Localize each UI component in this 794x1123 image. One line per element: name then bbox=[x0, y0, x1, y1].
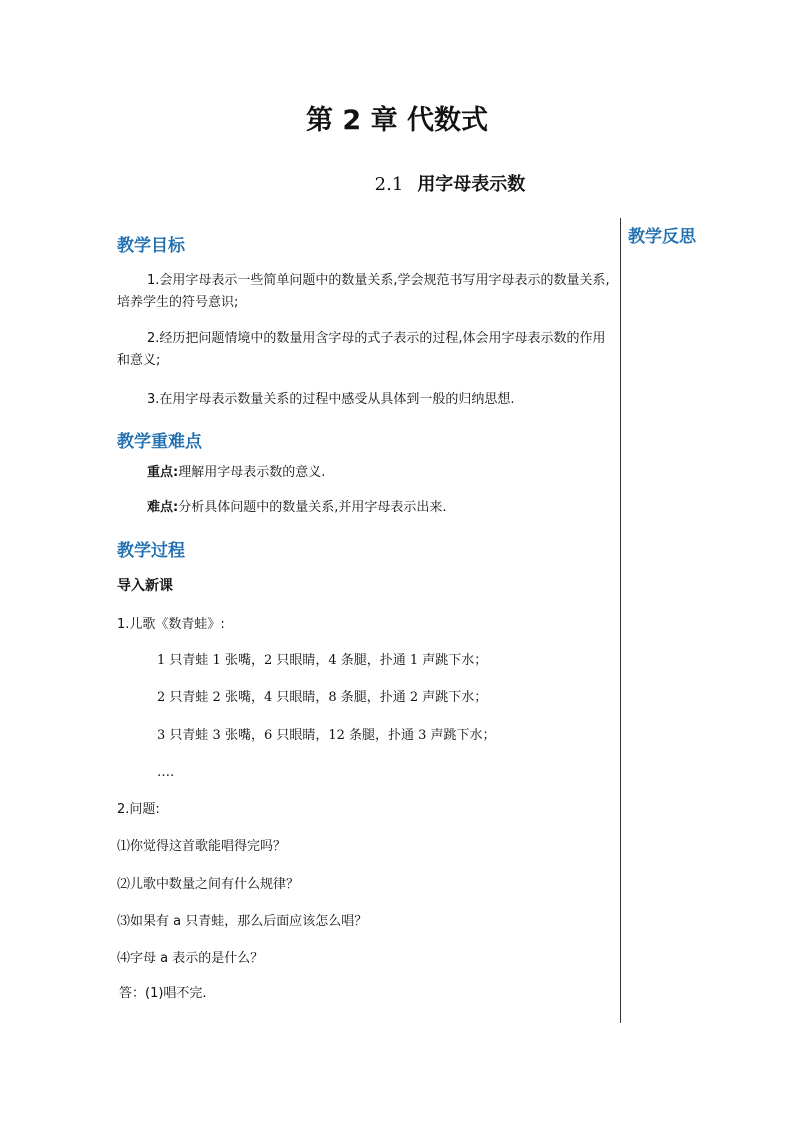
answer-text: 答：(1)唱不完. bbox=[119, 986, 207, 1001]
section-title bbox=[300, 170, 600, 196]
questions-intro: 2.问题: bbox=[117, 802, 160, 817]
column-divider bbox=[620, 218, 621, 1023]
intro-subheading: 导入新课 bbox=[117, 578, 173, 594]
key-point-label: 重点: bbox=[147, 465, 179, 480]
hard-point-label: 难点: bbox=[147, 500, 179, 515]
objective-item: 3.在用字母表示数量关系的过程中感受从具体到一般的归纳思想. bbox=[147, 392, 515, 407]
song-line: …. bbox=[157, 765, 175, 780]
chapter-title: 第 2 章 代数式 bbox=[306, 105, 488, 136]
question-item: ⑵儿歌中数量之间有什么规律？ bbox=[117, 877, 300, 892]
question-item: ⑶如果有 a 只青蛙，那么后面应该怎么唱？ bbox=[117, 914, 368, 929]
hard-point-text: 分析具体问题中的数量关系,并用字母表示出来. bbox=[178, 500, 447, 515]
objective-item: 1.会用字母表示一些简单问题中的数量关系,学会规范书写用字母表示的数量关系,培养学生的符号意识; bbox=[117, 273, 610, 310]
section-name: 用字母表示数 bbox=[417, 174, 526, 195]
song-line: 2 只青蛙 2 张嘴，4 只眼睛，8 条腿，扑通 2 声跳下水； bbox=[157, 690, 488, 705]
hard-point bbox=[147, 498, 446, 518]
question-item: ⑷字母 a 表示的是什么？ bbox=[117, 951, 264, 966]
difficulties-heading: 教学重难点 bbox=[117, 432, 202, 452]
key-point bbox=[147, 463, 325, 483]
process-heading: 教学过程 bbox=[117, 541, 185, 561]
key-point-text: 理解用字母表示数的意义. bbox=[178, 465, 326, 480]
question-item: ⑴你觉得这首歌能唱得完吗？ bbox=[117, 839, 287, 854]
song-intro: 1.儿歌《数青蛙》: bbox=[117, 617, 225, 632]
objectives-heading: 教学目标 bbox=[117, 236, 185, 256]
song-line: 1 只青蛙 1 张嘴，2 只眼睛，4 条腿，扑通 1 声跳下水； bbox=[157, 653, 488, 668]
section-number: 2.1 bbox=[374, 174, 404, 195]
reflection-heading: 教学反思 bbox=[628, 227, 696, 247]
song-line: 3 只青蛙 3 张嘴，6 只眼睛，12 条腿，扑通 3 声跳下水； bbox=[157, 728, 496, 743]
objective-item: 2.经历把问题情境中的数量用含字母的式子表示的过程,体会用字母表示数的作用和意义; bbox=[117, 331, 606, 368]
